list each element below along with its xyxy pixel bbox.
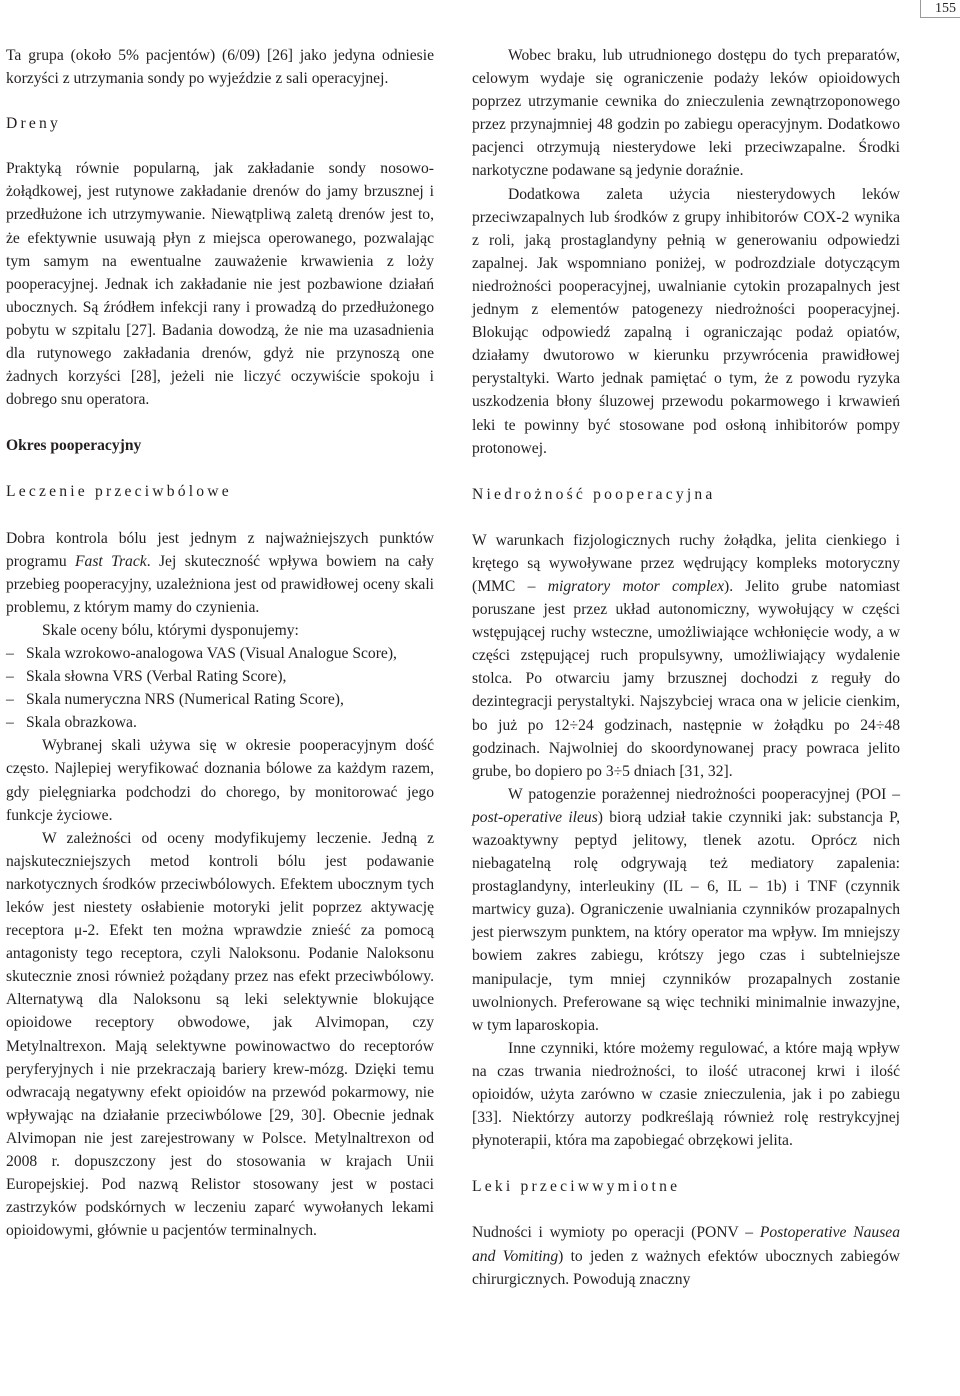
patogenzie-paragraph xyxy=(472,783,900,1037)
section-heading-niedroznosc: Niedrożność pooperacyjna xyxy=(472,485,716,503)
nudnosci-text-b: ) to jeden z ważnych efektów ubocznych zabiegów chirurgicznych. Powodują znaczny xyxy=(472,1247,900,1288)
inne-paragraph: Inne czynniki, które możemy regulować, a które mają wpływ na czas trwania niedrożności, to ilość utraconej krwi i ilość opioidów, użyta zarówno w czasie znieczulenia, jak i po zabiegu [33]. Niektórzy autorzy podkreślają również rolę restrykcyjnej płynoterapii, która ma zapobiegać obrzękowi jelita. xyxy=(472,1039,900,1150)
section-heading-leczenie: Leczenie przeciwbólowe xyxy=(6,483,232,501)
nudnosci-paragraph xyxy=(472,1221,900,1290)
skale-list xyxy=(6,642,434,734)
list-item: – Skala słowna VRS (Verbal Rating Score), xyxy=(6,665,434,688)
intro-paragraph: Ta grupa (około 5% pacjentów) (6/09) [26] jako jedyna odniesie korzyści z utrzymania sondy po wyjeździe z sali operacyjnej. xyxy=(6,47,434,88)
warunkach-text-b: ). Jelito grube natomiast poruszane jest przez układ autonomiczny, wywołujący w części wstępującej ruchy wsteczne, umożliwiające wchłonięcie wody, a w części zstępującej ruch propulsywny, umożliwiający wydalenie stolca. Po otwarciu jamy brzusznej dochodzi z reguły do dezintegracji perystaltyki. Najszybciej wraca ona w jelicie cienkim, bo już po 12÷24 godzinach, następnie w żołądku po 24÷48 godzinach. Najwolniej do skoordynowanej pracy powraca jelito grube, bo dopiero po 3÷5 dniach [31, 32]. xyxy=(472,577,900,780)
fast-track-italic: Fast Track xyxy=(75,552,147,570)
wobec-paragraph: Wobec braku, lub utrudnionego dostępu do tych preparatów, celowym wydaje się ograniczenie podaży leków opioidowych poprzez utrzymanie cewnika do znieczulenia zewnątrzoponowego przez przynajmniej 48 godzin po zabiegu operacyjnym. Dodatkowo pacjenci otrzymują niesterydowe leki przeciwzapalne. Środki narkotyczne podawane są jedynie doraźnie. xyxy=(472,47,900,180)
warunkach-text-a: W warunkach fizjologicznych ruchy żołądka, jelita cienkiego i krętego są wywoływane przez wędrujący kompleks motoryczny (MMC – xyxy=(472,531,900,595)
left-column xyxy=(6,44,434,1242)
leczenie-text-a: Dobra kontrola bólu jest jednym z najważniejszych punktów programu xyxy=(6,529,434,570)
list-item: – Skala wzrokowo-analogowa VAS (Visual Analogue Score), xyxy=(6,642,434,665)
patogenzie-text-b: ) biorą udział takie czynniki jak: substancja P, wazoaktywny peptyd jelitowy, tlenek azotu. Oprócz nich niebagatelną rolę odgrywają też mediatory zapalenia: prostaglandyny, interleukiny (IL – 6, IL – 1b) i TNF (czynnik martwicy guza). Ograniczenie uwalniania czynników prozapalnych jest pierwszym punktem, na który operator ma wpływ. Im mniejszy bowiem zakres zabiegu, krótszy jego czas i subtelniejsze manipulacje, tym mniej czynników prozapalnych zostanie uwolnionych. Preferowane są więc techniki minimalnie inwazyjne, w tym laparoskopia. xyxy=(472,808,900,1034)
warunkach-paragraph xyxy=(472,529,900,783)
dreny-paragraph: Praktyką równie popularną, jak zakładanie sondy nosowo-żołądkowej, jest rutynowe zakładanie drenów do jamy brzusznej i przedłużone ich utrzymywanie. Niewątpliwą zaletą drenów jest to, że efektywnie usuwają płyn z miejsca operowanego, pozwalając tym samym na ewentualne zauważenie krwawienia z loży pooperacyjnej. Jednak ich zakładanie nie jest pozbawione działań ubocznych. Są źródłem infekcji rany i prowadzą do przedłużonego pobytu w szpitalu [27]. Badania dowodzą, że nie ma uzasadnienia dla rutynowego zakładania drenów, gdyż nie przynoszą one żadnych korzyści [28], jeżeli nie liczyć oczywiście spokoju i dobrego snu operatora. xyxy=(6,160,434,409)
zaleznosci-paragraph: W zależności od oceny modyfikujemy leczenie. Jedną z najskuteczniejszych metod kontroli bólu jest podawanie narkotycznych środków przeciwbólowych. Efektem ubocznym tych leków jest niestety osłabienie motoryki jelit poprzez aktywację receptora μ-2. Efekt ten można wprawdzie znieść za pomocą antagonisty tego receptora, czyli Naloksonu. Podanie Naloksonu skutecznie znosi również pożądany przez nas efekt przeciwbólowy. Alternatywą dla Naloksonu są leki selektywnie blokujące opioidowe receptory obwodowe, jak Alvimopan, czy Metylnaltrexon. Mają selektywne powinowactwo do receptorów peryferyjnych i nie przekraczają bariery krew-mózg. Dzięki temu odwracają negatywny efekt opioidów na przewód pokarmowy, nie wpływając na działanie przeciwbólowe [29, 30]. Obecnie jednak Alvimopan nie jest zarejestrowany w Polsce. Metylnaltrexon od 2008 r. dopuszczony jest do stosowania w krajach Unii Europejskiej. Pod nazwą Relistor stosowany jest w postaci zastrzyków podskórnych w leczeniu zaparć wywołanych lekami opioidowymi, głównie u pacjentów terminalnych. xyxy=(6,829,434,1240)
list-item: – Skala obrazkowa. xyxy=(6,711,434,734)
ponv-italic: Postoperative Nausea and Vomiting xyxy=(472,1224,900,1265)
section-heading-okres: Okres pooperacyjny xyxy=(6,437,142,455)
right-column xyxy=(472,44,900,1291)
nudnosci-text-a: Nudności i wymioty po operacji (PONV – xyxy=(472,1224,760,1242)
patogenzie-text-a: W patogenzie porażennej niedrożności pooperacyjnej (POI – xyxy=(508,785,900,803)
leczenie-text-b: . Jej skuteczność wpływa bowiem na cały przebieg pooperacyjny, uzależniona jest od prawidłowej oceny skali problemu, z którym mamy do czynienia. xyxy=(6,552,434,616)
leczenie-paragraph xyxy=(6,527,434,619)
skale-intro: Skale oceny bólu, którymi dysponujemy: xyxy=(42,621,299,639)
dodatkowa-paragraph: Dodatkowa zaleta użycia niesterydowych leków przeciwzapalnych lub środków z grupy inhibitorów COX-2 wynika z roli, jaką prostaglandyny pełnią w generowaniu odpowiedzi zapalnej. Jak wspomniano poniżej, w podrozdziale dotyczącym niedrożności pooperacyjnej, uwalnianie cytokin prozapalnych jest jednym z elementów patogenezy niedrożności pooperacyjnej. Blokując odpowiedź zapalną i ograniczając podaż opiatów, działamy dwutorowo w kierunku przywrócenia prawidłowej perystaltyki. Warto jednak pamiętać o tym, że z powodu ryzyka uszkodzenia błony śluzowej przewodu pokarmowego i krwawień leki te powinny być stosowane pod osłoną inhibitorów pompy protonowej. xyxy=(472,185,900,457)
wybranej-paragraph: Wybranej skali używa się w okresie pooperacyjnym dość często. Najlepiej weryfikować doznania bólowe za każdym razem, gdy pielęgniarka podchodzi do chorego, by monitorować jego funkcje życiowe. xyxy=(6,737,434,824)
section-heading-dreny: Dreny xyxy=(6,115,61,133)
page-number: 155 xyxy=(920,0,960,18)
section-heading-leki: Leki przeciwwymiotne xyxy=(472,1178,681,1196)
mmc-italic: migratory motor complex xyxy=(547,577,725,595)
poi-italic: post-operative ileus xyxy=(472,808,598,826)
list-item: – Skala numeryczna NRS (Numerical Rating Score), xyxy=(6,688,434,711)
